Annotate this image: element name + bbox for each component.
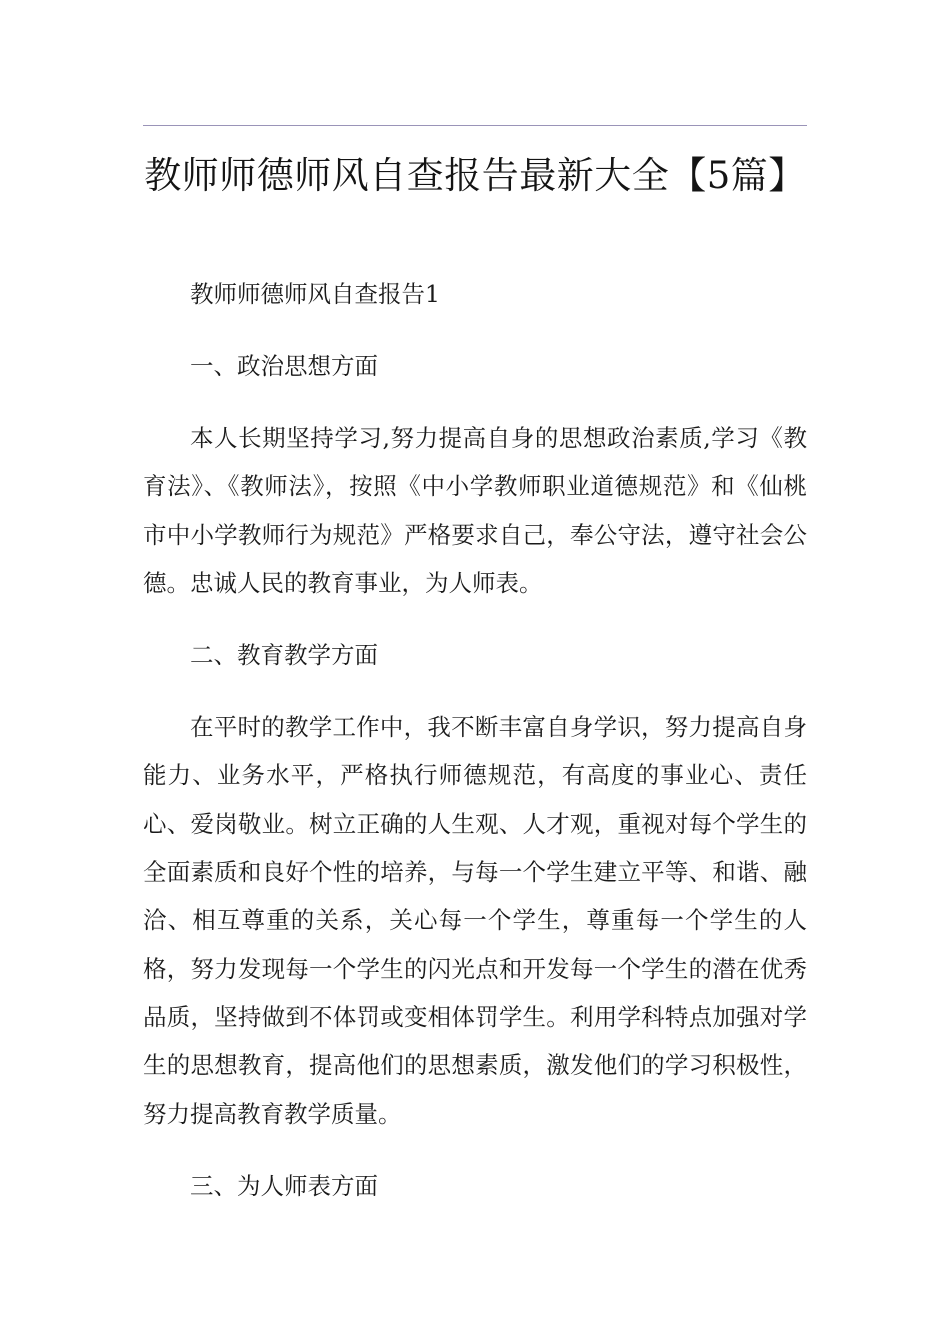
section-paragraph-political: 本人长期坚持学习,努力提高自身的思想政治素质,学习《教育法》、《教师法》，按照《中小学教师职业道德规范》和《仙桃市中小学教师行为规范》严格要求自己，奉公守法，遵守社会公德。忠诚人民的教育事业，为人师表。 bbox=[143, 424, 807, 597]
report-subtitle: 教师师德师风自查报告1 bbox=[190, 280, 440, 308]
section-heading-political: 一、政治思想方面 bbox=[190, 352, 378, 380]
section-heading-role-model: 三、为人师表方面 bbox=[190, 1171, 378, 1200]
document-body bbox=[143, 270, 807, 1210]
section-paragraph-teaching: 在平时的教学工作中，我不断丰富自身学识，努力提高自身能力、业务水平，严格执行师德规范，有高度的事业心、责任心、爱岗敬业。树立正确的人生观、人才观，重视对每个学生的全面素质和良好个性的培养，与每一个学生建立平等、和谐、融洽、相互尊重的关系，关心每一个学生，尊重每一个学生的人格，努力发现每一个学生的闪光点和开发每一个学生的潜在优秀品质，坚持做到不体罚或变相体罚学生。利用学科特点加强对学生的思想教育，提高他们的思想素质，激发他们的学习积极性，努力提高教育教学质量。 bbox=[143, 713, 807, 1128]
header-divider bbox=[143, 125, 807, 126]
section-heading-teaching: 二、教育教学方面 bbox=[190, 641, 378, 670]
document-title: 教师师德师风自查报告最新大全【5篇】 bbox=[144, 154, 806, 197]
